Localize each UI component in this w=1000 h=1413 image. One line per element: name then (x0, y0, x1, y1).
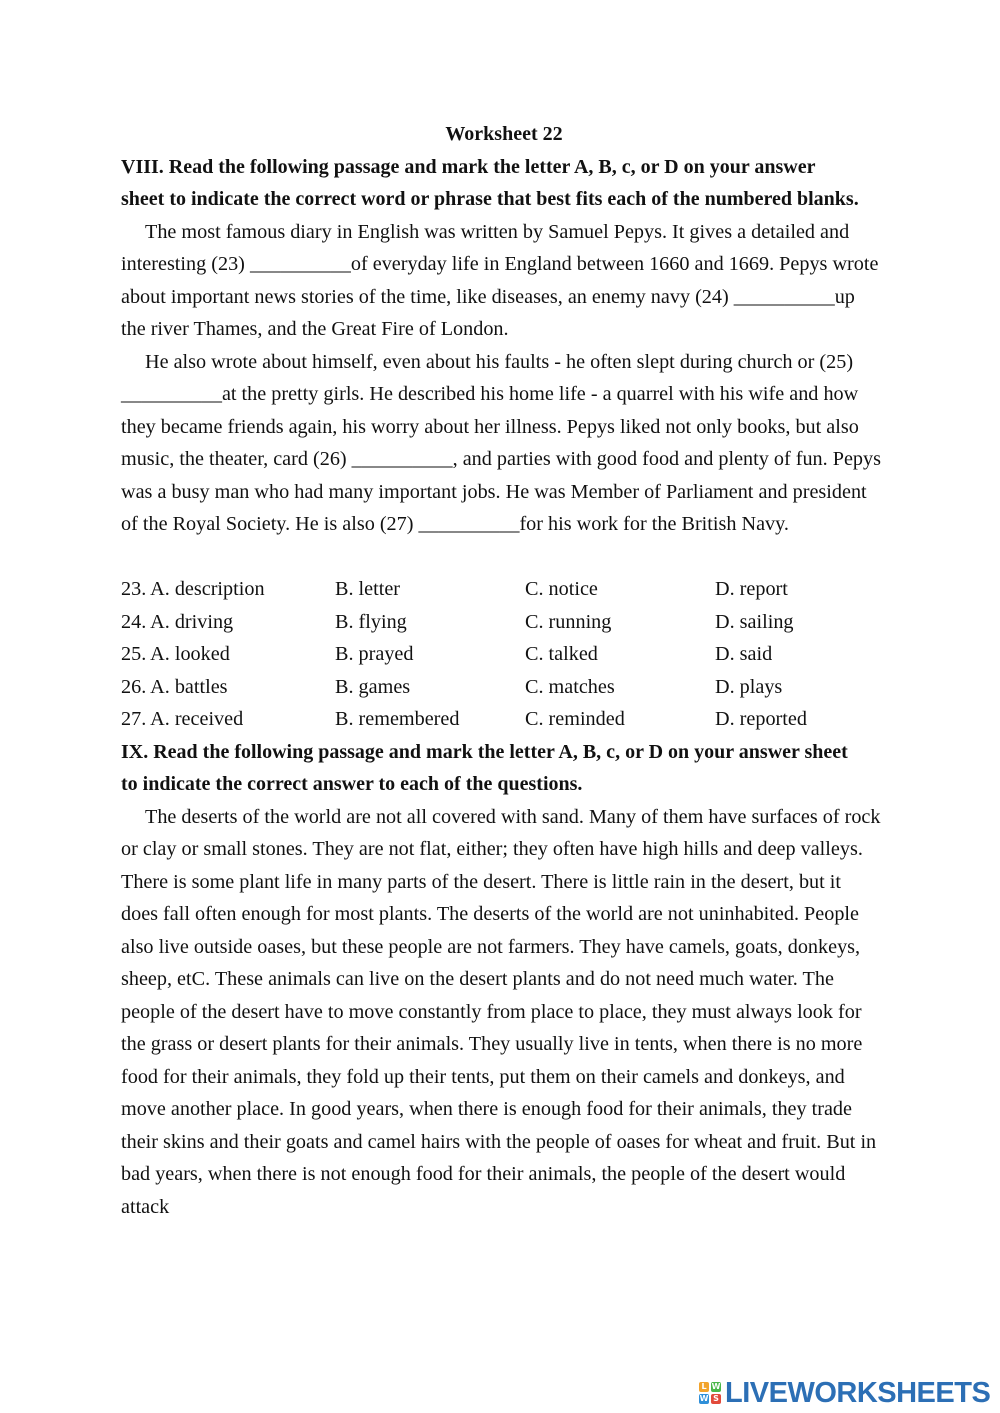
option-b: B. letter (335, 578, 401, 600)
option-b: B. remembered (335, 708, 460, 730)
option-b: B. games (335, 675, 411, 698)
option-d: D. plays (715, 675, 783, 698)
spacer (121, 541, 881, 574)
option-c: C. talked (525, 643, 598, 665)
option-d: D. sailing (715, 610, 794, 633)
section-8-paragraph-2: He also wrote about himself, even about his faults - he often slept during church or (25) __________at the pretty girls. He described his home life - a quarrel with his wife and how they became friends again, his worry about her illness. Pepys liked not only books, but also music, the theater, card (26) __________, and parties with good food and plenty of fun. Pepys was a busy man who had many important jobs. He was Member of Parliament and president of the Royal Society. He is also (27) __________for his work for the British Navy. (121, 350, 881, 535)
option-c: C. running (525, 610, 612, 633)
logo-mark-icon (699, 1382, 721, 1404)
option-c: C. reminded (525, 708, 625, 730)
question-row-27 (121, 703, 875, 736)
option-a: 25. A. looked (121, 643, 230, 665)
option-a: 26. A. battles (121, 675, 228, 698)
question-row-25 (121, 638, 875, 671)
option-d: D. said (715, 643, 773, 665)
section-9-instruction: IX. Read the following passage and mark the letter A, B, c, or D on your answer sheet to indicate the correct answer to each of the questions. (121, 740, 848, 795)
option-d: D. report (715, 578, 788, 600)
section-9-paragraph-1: The deserts of the world are not all covered with sand. Many of them have surfaces of rock or clay or small stones. They are not flat, either; they often have high hills and deep valleys. There is some plant life in many parts of the desert. There is little rain in the desert, but it does fall often enough for most plants. The deserts of the world are not uninhabited. People also live outside oases, but these people are not farmers. They have camels, goats, donkeys, sheep, etC. These animals can live on the desert plants and do not need much water. The people of the desert have to move constantly from place to place, they must always look for the grass or desert plants for their animals. They usually live in tents, when there is no more food for their animals, they fold up their tents, put them on their camels and donkeys, and move another place. In good years, when there is enough food for their animals, they trade their skins and their goats and camel hairs with the people of oases for wheat and fruit. But in bad years, when there is not enough food for their animals, the people of the desert would attack (121, 805, 881, 1218)
option-c: C. matches (525, 675, 615, 698)
page-title: Worksheet 22 (445, 123, 563, 145)
logo-text: LIVEWORKSHEETS (725, 1376, 991, 1409)
answer-options-table (121, 573, 875, 736)
option-b: B. prayed (335, 643, 414, 665)
question-row-24 (121, 606, 875, 639)
option-b: B. flying (335, 610, 407, 633)
question-row-23 (121, 573, 875, 606)
option-a: 27. A. received (121, 708, 244, 730)
worksheet-page (121, 118, 881, 1223)
section-8-paragraph-1: The most famous diary in English was written by Samuel Pepys. It gives a detailed and interesting (23) __________of everyday life in England between 1660 and 1669. Pepys wrote about important news stories of the time, like diseases, an enemy navy (24) __________up the river Thames, and the Great Fire of London. (121, 220, 879, 340)
option-d: D. reported (715, 708, 807, 730)
logo-letter: W (711, 1382, 721, 1391)
liveworksheets-logo[interactable] (699, 1375, 990, 1411)
option-a: 24. A. driving (121, 610, 234, 633)
section-8-instruction: VIII. Read the following passage and mark the letter A, B, c, or D on your answer sheet to indicate the correct word or phrase that best fits each of the numbered blanks. (121, 155, 859, 210)
logo-letter: W (699, 1394, 709, 1403)
logo-letter: L (699, 1382, 709, 1392)
question-row-26 (121, 671, 875, 704)
option-c: C. notice (525, 578, 598, 600)
option-a: 23. A. description (121, 578, 265, 600)
logo-letter: S (711, 1394, 721, 1404)
